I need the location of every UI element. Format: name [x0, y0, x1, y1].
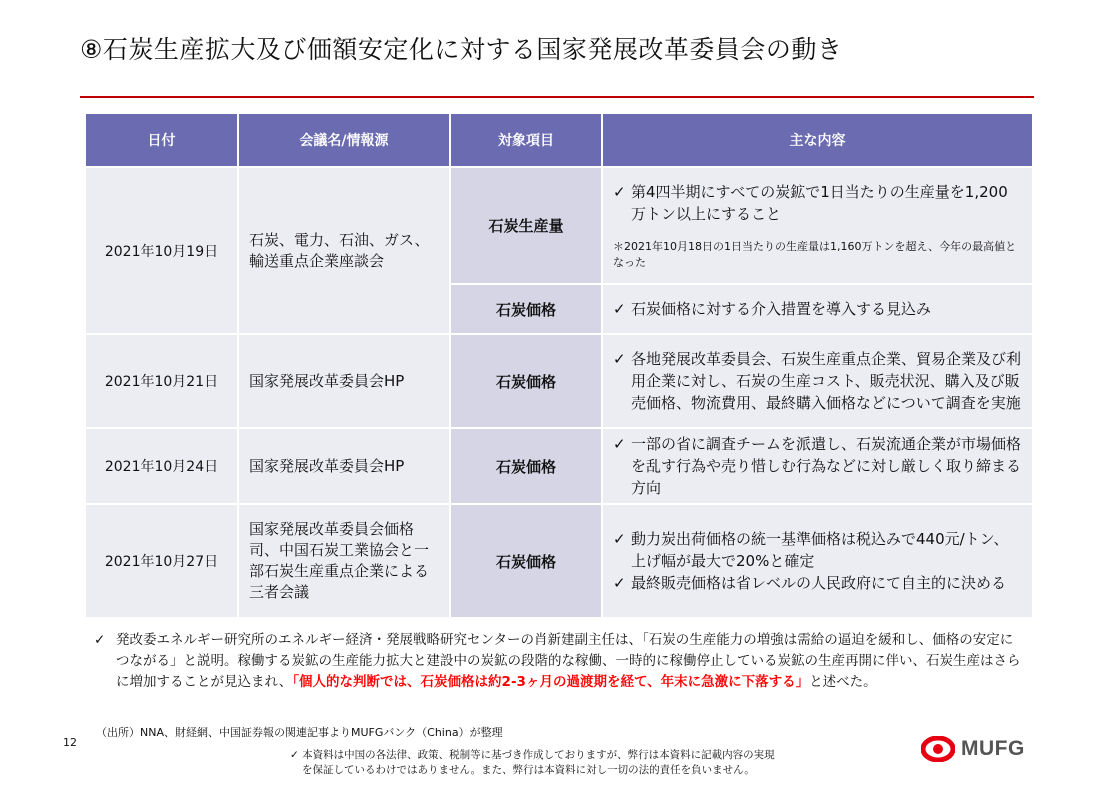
mufg-logo	[921, 736, 1025, 762]
row-source: 石炭、電力、石油、ガス、輸送重点企業座談会	[238, 167, 450, 334]
header-source: 会議名/情報源	[238, 113, 450, 167]
check-icon: ✓	[613, 574, 626, 592]
table-row	[85, 504, 1033, 618]
row-content	[602, 284, 1033, 334]
title-divider	[80, 96, 1034, 98]
page-title: ⑧石炭生産拡大及び価額安定化に対する国家発展改革委員会の動き	[80, 35, 843, 64]
disclaimer-line: を保証しているわけではありません。また、弊行は本資料に対し一切の法的責任を負いません。	[302, 764, 755, 776]
mufg-emblem-icon	[921, 736, 955, 762]
row-content	[602, 504, 1033, 618]
header-item: 対象項目	[450, 113, 602, 167]
row-content	[602, 167, 1033, 284]
row-item: 石炭価格	[450, 334, 602, 428]
row-content	[602, 428, 1033, 504]
row-date: 2021年10月19日	[85, 167, 238, 334]
row-date: 2021年10月21日	[85, 334, 238, 428]
row-source: 国家発展改革委員会HP	[238, 334, 450, 428]
row-item: 石炭価格	[450, 504, 602, 618]
check-icon: ✓	[613, 435, 626, 453]
page-number: 12	[63, 736, 77, 749]
row-source: 国家発展改革委員会価格司、中国石炭工業協会と一部石炭生産重点企業による三者会議	[238, 504, 450, 618]
check-icon: ✓	[613, 300, 626, 318]
row-item: 石炭価格	[450, 284, 602, 334]
table-header-row	[85, 113, 1033, 167]
logo-wordmark: MUFG	[961, 737, 1025, 760]
check-icon: ✓	[613, 530, 626, 548]
commentary-tail: と述べた。	[809, 674, 877, 690]
row-date: 2021年10月24日	[85, 428, 238, 504]
list-item: ✓ 一部の省に調査チームを派遣し、石炭流通企業が市場価格を乱す行為や売り惜しむ行為などに対し厳しく取り締まる方向	[613, 435, 1022, 497]
check-icon: ✓	[613, 350, 626, 368]
row-source: 国家発展改革委員会HP	[238, 428, 450, 504]
commentary-note	[94, 630, 1024, 693]
check-icon: ✓	[94, 632, 106, 648]
footnote: ＊2021年10月18日の1日当たりの生産量は1,160万トンを超え、今年の最高値となった	[613, 239, 1017, 269]
row-item: 石炭価格	[450, 428, 602, 504]
row-content	[602, 334, 1033, 428]
table-row	[85, 428, 1033, 504]
row-date: 2021年10月27日	[85, 504, 238, 618]
list-item: ✓ 最終販売価格は省レベルの人民政府にて自主的に決める	[613, 574, 1007, 592]
header-date: 日付	[85, 113, 238, 167]
list-item: ✓ 石炭価格に対する介入措置を導入する見込み	[613, 300, 932, 318]
source-note: （出所）NNA、財経網、中国証券報の関連記事よりMUFGバンク（China）が整理	[96, 726, 503, 739]
header-content: 主な内容	[602, 113, 1033, 167]
commentary-highlight: 「個人的な判断では、石炭価格は約2-3ヶ月の過渡期を経て、年末に急激に下落する」	[292, 674, 810, 690]
table-row	[85, 334, 1033, 428]
nd-rc-actions-table	[84, 112, 1034, 619]
disclaimer	[290, 748, 775, 778]
table-row	[85, 167, 1033, 284]
list-item: ✓ 各地発展改革委員会、石炭生産重点企業、貿易企業及び利用企業に対し、石炭の生産コスト、販売状況、購入及び販売価格、物流費用、最終購入価格などについて調査を実施	[613, 350, 1022, 412]
list-item: ✓ 第4四半期にすべての炭鉱で1日当たりの生産量を1,200万トン以上にすること	[613, 182, 1008, 223]
check-icon: ✓	[613, 182, 626, 201]
disclaimer-line: ✓ 本資料は中国の各法律、政策、税制等に基づき作成しておりますが、弊行は本資料に記載内容の実現	[290, 749, 775, 761]
row-item: 石炭生産量	[450, 167, 602, 284]
commentary-text: 発改委エネルギー研究所のエネルギー経済・発展戦略研究センターの肖新建副主任は、「石炭の生産能力の増強は需給の逼迫を緩和し、価格の安定につながる」と説明。稼働する炭鉱の生産能力拡大と建設中の炭鉱の段階的な稼働、一時的に稼働停止している炭鉱の生産再開に伴い、石炭生産はさらに増加することが見込まれ、	[116, 632, 1021, 690]
list-item: ✓ 動力炭出荷価格の統一基準価格は税込みで440元/トン、上げ幅が最大で20%と確定	[613, 530, 1009, 570]
